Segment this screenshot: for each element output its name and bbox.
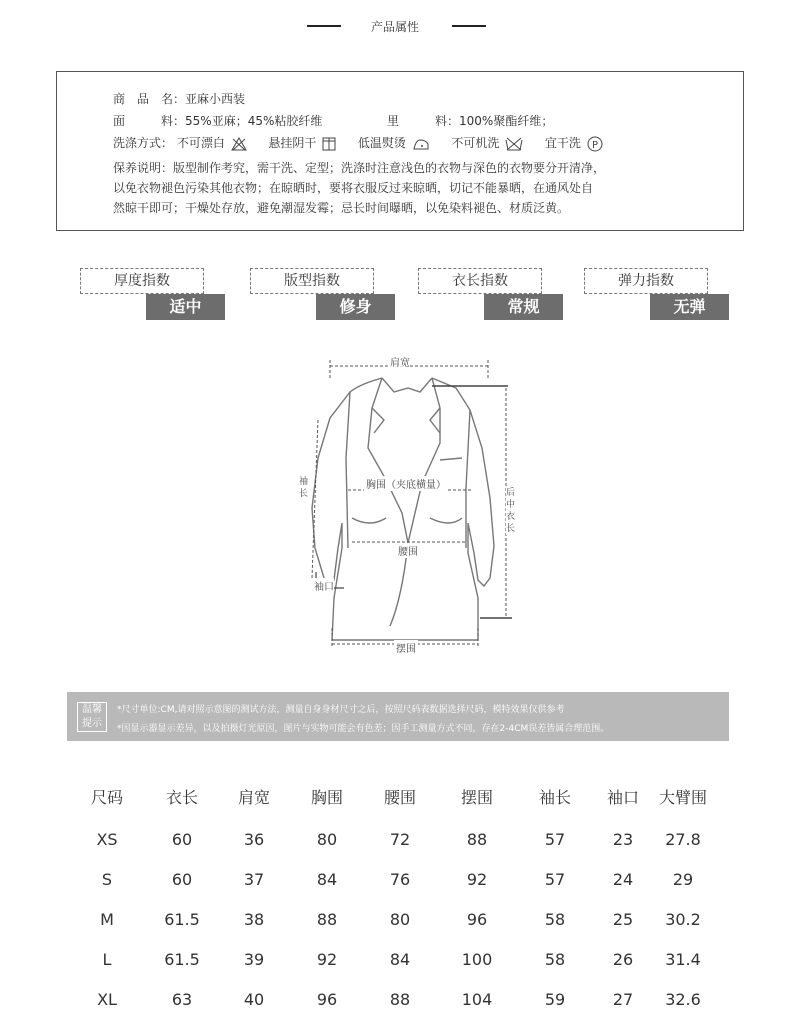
- table-cell: 88: [389, 990, 411, 1009]
- care-line-1: 版型制作考究，需干洗、定型；洗涤时注意浅色的衣物与深色的衣物要分开清净，: [173, 161, 606, 175]
- table-cell: 96: [466, 910, 488, 929]
- table-cell: 31.4: [665, 950, 701, 969]
- table-cell: 59: [544, 990, 566, 1009]
- care-label: 保养说明：: [113, 161, 174, 175]
- table-header-cell: 袖长: [538, 788, 571, 807]
- dry-clean-icon: [587, 136, 603, 152]
- table-header-cell: 胸围: [310, 788, 343, 807]
- table-cell: 26: [612, 950, 634, 969]
- table-cell: 58: [544, 950, 566, 969]
- product-attributes-box: [56, 71, 744, 231]
- size-label-cell: L: [102, 950, 112, 969]
- iron-icon: [412, 137, 430, 151]
- care-line-3: 然晾干即可；干燥处存放，避免潮湿发霉；忌长时间曝晒，以免染料褪色、材质泛黄。: [113, 201, 570, 215]
- table-cell: 92: [466, 870, 488, 889]
- no-bleach-icon: [231, 137, 247, 151]
- chest-label: 胸围（夹底横量）: [364, 476, 448, 491]
- elasticity-index-label: 弹力指数: [584, 268, 708, 294]
- fit-index-value: 修身: [316, 294, 395, 320]
- table-header-cell: 大臂围: [658, 788, 707, 807]
- length-index-value: 常规: [484, 294, 563, 320]
- table-cell: 61.5: [164, 910, 200, 929]
- table-header-cell: 肩宽: [237, 788, 270, 807]
- lining-value: 100%聚酯纤维；: [459, 114, 554, 128]
- table-cell: 80: [389, 910, 411, 929]
- table-cell: 36: [243, 830, 265, 849]
- back-length-label: 后中衣长: [506, 488, 516, 534]
- table-cell: 57: [544, 870, 566, 889]
- table-cell: 58: [544, 910, 566, 929]
- table-cell: 76: [389, 870, 411, 889]
- fit-index-label: 版型指数: [250, 268, 374, 294]
- table-cell: 100: [461, 950, 493, 969]
- shoulder-width-label: 肩宽: [390, 354, 410, 369]
- notice-bar: [67, 692, 729, 741]
- table-cell: 88: [466, 830, 488, 849]
- table-cell: 104: [461, 990, 493, 1009]
- table-cell: 37: [243, 870, 265, 889]
- care-line-2: 以免衣物褪色污染其他衣物；在晾晒时，要将衣服反过来晾晒，切记不能暴晒，在通风处自: [113, 181, 594, 195]
- no-machine-wash-icon: [505, 137, 523, 151]
- table-header-cell: 摆围: [460, 788, 493, 807]
- fabric-label: 面 料：: [113, 114, 186, 128]
- table-cell: 27.8: [665, 830, 701, 849]
- fabric-value: 55%亚麻；45%粘胶纤维: [185, 114, 323, 128]
- header-right-line: [452, 25, 486, 27]
- table-cell: 25: [612, 910, 634, 929]
- table-cell: 61.5: [164, 950, 200, 969]
- table-cell: 29: [672, 870, 694, 889]
- notice-line-2: *因显示器显示差异，以及拍摄灯光原因，图片与实物可能会有色差；因手工测量方式不同，存在2-4CM误差皆属合理范围。: [117, 724, 610, 734]
- notice-badge: 温馨提示: [77, 702, 107, 732]
- table-cell: 27: [612, 990, 634, 1009]
- table-cell: 30.2: [665, 910, 701, 929]
- notice-line-1: *尺寸单位:CM,请对照示意图的测试方法，测量自身身材尺寸之后，按照尺码表数据选择尺码，模特效果仅供参考: [117, 705, 565, 715]
- size-label-cell: XS: [96, 830, 118, 849]
- thickness-index-label: 厚度指数: [80, 268, 204, 294]
- table-cell: 80: [316, 830, 338, 849]
- table-cell: 38: [243, 910, 265, 929]
- table-header-cell: 尺码: [90, 788, 123, 807]
- table-cell: 40: [243, 990, 265, 1009]
- length-index-label: 衣长指数: [418, 268, 542, 294]
- size-label-cell: S: [101, 870, 113, 889]
- table-cell: 32.6: [665, 990, 701, 1009]
- table-cell: 60: [171, 870, 193, 889]
- table-cell: 23: [612, 830, 634, 849]
- section-title: 产品属性: [370, 20, 419, 34]
- svg-text:P: P: [591, 139, 598, 151]
- shade-dry-icon: [322, 137, 336, 151]
- table-header-cell: 袖口: [606, 788, 639, 807]
- wash-item-shade-dry: 悬挂阴干: [268, 136, 317, 150]
- table-cell: 84: [389, 950, 411, 969]
- table-cell: 72: [389, 830, 411, 849]
- name-value: 亚麻小西装: [185, 92, 246, 106]
- table-cell: 24: [612, 870, 634, 889]
- size-label-cell: M: [100, 910, 114, 929]
- waist-label: 腰围: [396, 543, 420, 558]
- hem-label: 摆围: [394, 640, 418, 655]
- table-cell: 60: [171, 830, 193, 849]
- thickness-index-value: 适中: [146, 294, 225, 320]
- table-header-cell: 腰围: [383, 788, 416, 807]
- table-cell: 84: [316, 870, 338, 889]
- wash-item-no-machine: 不可机洗: [451, 136, 500, 150]
- table-cell: 57: [544, 830, 566, 849]
- table-cell: 63: [171, 990, 193, 1009]
- table-cell: 92: [316, 950, 338, 969]
- cuff-label: 袖口: [314, 578, 334, 593]
- elasticity-index-value: 无弹: [650, 294, 729, 320]
- wash-item-dry-clean: 宜干洗: [544, 136, 581, 150]
- size-label-cell: XL: [97, 990, 117, 1009]
- blazer-measurement-diagram: [290, 348, 530, 658]
- table-header-cell: 衣长: [165, 788, 198, 807]
- wash-item-no-bleach: 不可漂白: [176, 136, 225, 150]
- table-cell: 39: [243, 950, 265, 969]
- wash-item-low-iron: 低温熨烫: [357, 136, 406, 150]
- sleeve-length-label: 袖长: [299, 477, 309, 499]
- table-cell: 88: [316, 910, 338, 929]
- lining-label: 里 料：: [387, 114, 460, 128]
- table-cell: 96: [316, 990, 338, 1009]
- wash-label: 洗涤方式：: [113, 136, 174, 150]
- name-label: 商 品 名：: [113, 92, 186, 106]
